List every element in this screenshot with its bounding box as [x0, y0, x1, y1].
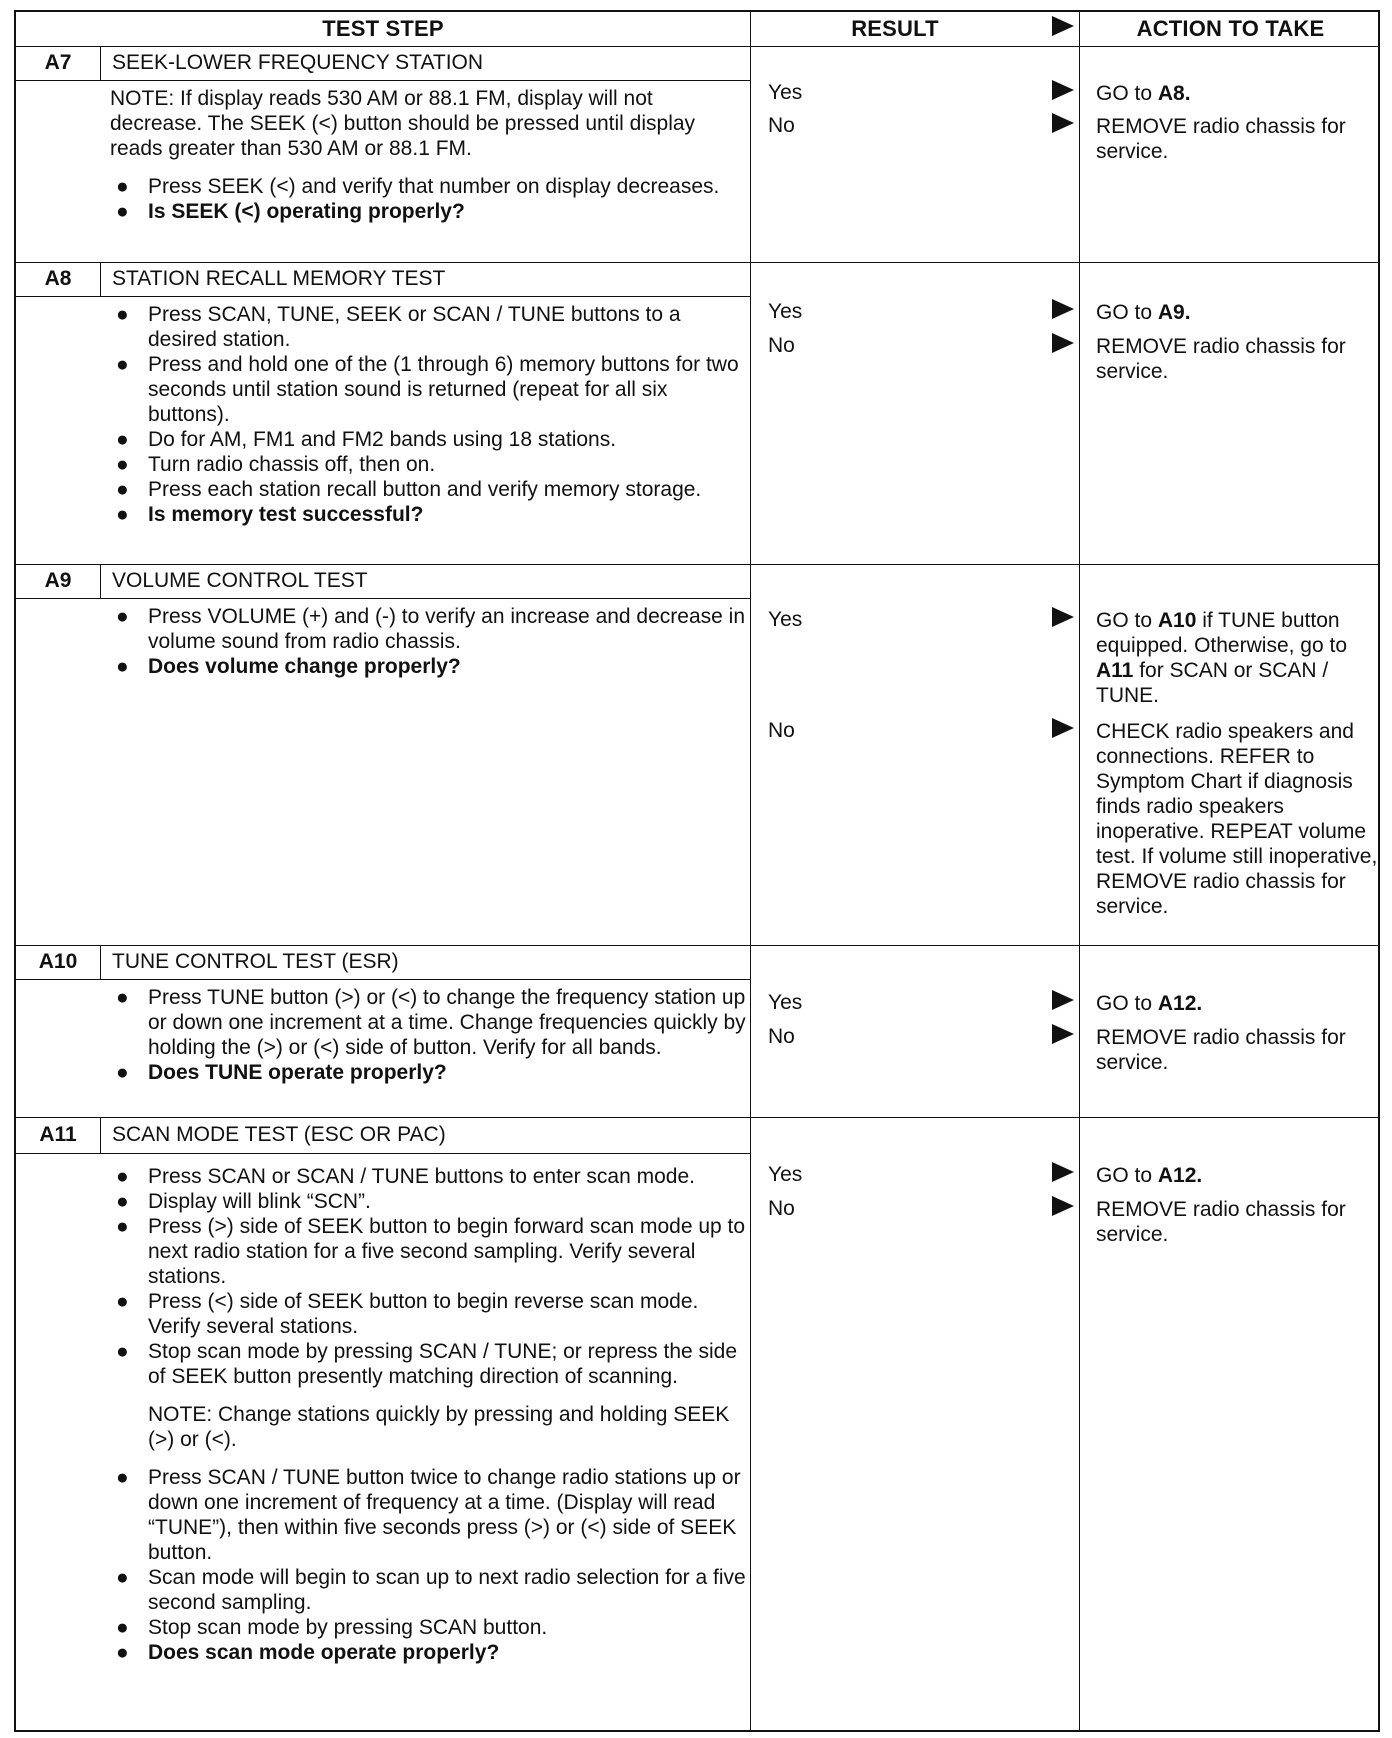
question: ● Does scan mode operate properly?	[116, 1641, 500, 1664]
result-no-a7: No	[768, 114, 795, 137]
result-yes-a8: Yes	[768, 300, 803, 323]
step-title-a7: SEEK-LOWER FREQUENCY STATION	[112, 51, 484, 74]
bullet-item: ● Press TUNE button (>) or (<) to change the frequency station up or down one increment at a time. Change frequencies quickly by holding the (>) or (<) side of button. Verify for all bands.	[116, 986, 746, 1059]
column-divider-result	[750, 12, 751, 1730]
bullet-item: ● Press (<) side of SEEK button to begin reverse scan mode. Verify several stations.	[116, 1290, 699, 1338]
bullet-item: ● Press SCAN, TUNE, SEEK or SCAN / TUNE buttons to a desired station.	[116, 303, 681, 351]
arrow-icon	[1052, 718, 1074, 738]
step-id-a7: A7	[44, 51, 72, 74]
step-id-a11: A11	[39, 1123, 77, 1146]
step-body-a9	[110, 604, 750, 679]
result-no-a11: No	[768, 1197, 795, 1220]
action-yes-a10: GO to A12.	[1096, 992, 1203, 1015]
question: ● Is SEEK (<) operating properly?	[116, 200, 465, 223]
step-body-a7	[110, 86, 750, 224]
bullet-item: ● Press SCAN / TUNE button twice to change radio stations up or down one increment of frequency at a time. (Display will read “TUNE”), then within five seconds press (>) or (<) side of SEEK button.	[116, 1466, 741, 1564]
action-yes-a9: GO to A10 if TUNE button equipped. Otherwise, go to A11 for SCAN or SCAN / TUNE.	[1096, 609, 1347, 707]
step-title-a11: SCAN MODE TEST (ESC OR PAC)	[112, 1123, 446, 1146]
bullet-item: ● Do for AM, FM1 and FM2 bands using 18 stations.	[116, 428, 617, 451]
result-yes-a7: Yes	[768, 81, 803, 104]
note: NOTE: If display reads 530 AM or 88.1 FM, display will not decrease. The SEEK (<) button should be pressed until display reads greater than 530 AM or 88.1 FM.	[110, 87, 696, 160]
arrow-icon	[1052, 990, 1074, 1010]
step-title-a10: TUNE CONTROL TEST (ESR)	[112, 950, 399, 973]
arrow-icon	[1052, 1024, 1074, 1044]
result-no-a10: No	[768, 1025, 795, 1048]
step-id-a10: A10	[38, 950, 78, 973]
question: ● Does TUNE operate properly?	[116, 1061, 447, 1084]
action-yes-a11: GO to A12.	[1096, 1164, 1203, 1187]
result-yes-a10: Yes	[768, 991, 803, 1014]
bullet-item: ● Press (>) side of SEEK button to begin forward scan mode up to next radio station for a five second sampling. Verify several stations.	[116, 1215, 746, 1288]
bullet-item: ● Turn radio chassis off, then on.	[116, 453, 436, 476]
column-divider-action	[1079, 12, 1080, 1730]
bullet-item: ● Stop scan mode by pressing SCAN / TUNE; or repress the side of SEEK button presently matching direction of scanning.	[116, 1340, 738, 1388]
header-arrow-icon	[1052, 16, 1074, 36]
action-no-a8: REMOVE radio chassis for service.	[1096, 335, 1346, 383]
bullet-item: ● Press and hold one of the (1 through 6) memory buttons for two seconds until station sound is returned (repeat for all six buttons).	[116, 353, 739, 426]
arrow-icon	[1052, 80, 1074, 100]
step-body-a8	[110, 302, 750, 527]
step-body-a10	[110, 985, 750, 1085]
action-no-a10: REMOVE radio chassis for service.	[1096, 1026, 1346, 1074]
step-title-a8: STATION RECALL MEMORY TEST	[112, 267, 446, 290]
arrow-icon	[1052, 299, 1074, 319]
bullet-icon: ●	[116, 200, 129, 223]
bullet-item: ● Stop scan mode by pressing SCAN button.	[116, 1616, 548, 1639]
step-id-a9: A9	[44, 569, 72, 592]
note: NOTE: Change stations quickly by pressing and holding SEEK (>) or (<).	[148, 1403, 730, 1451]
bullet-item: ● Display will blink “SCN”.	[116, 1190, 371, 1213]
arrow-icon	[1052, 1196, 1074, 1216]
arrow-icon	[1052, 113, 1074, 133]
result-no-a9: No	[768, 719, 795, 742]
header-test-step: TEST STEP	[322, 16, 444, 41]
action-no-a7: REMOVE radio chassis for service.	[1096, 115, 1346, 163]
header-action-to-take: ACTION TO TAKE	[1136, 16, 1325, 41]
step-id-a8: A8	[44, 267, 72, 290]
bullet-icon: ●	[116, 175, 129, 198]
result-no-a8: No	[768, 334, 795, 357]
action-yes-a7: GO to A8.	[1096, 82, 1191, 105]
arrow-icon	[1052, 607, 1074, 627]
bullet-item: ● Press SCAN or SCAN / TUNE buttons to enter scan mode.	[116, 1165, 695, 1188]
arrow-icon	[1052, 1162, 1074, 1182]
bullet-item: ● Scan mode will begin to scan up to next radio selection for a five second sampling.	[116, 1566, 746, 1614]
question: ● Does volume change properly?	[116, 655, 461, 678]
question: ● Is memory test successful?	[116, 503, 424, 526]
header-result: RESULT	[851, 16, 939, 41]
action-no-a9: CHECK radio speakers and connections. REFER to Symptom Chart if diagnosis finds radio speakers inoperative. REPEAT volume test. If volume still inoperative, REMOVE radio chassis for service.	[1096, 720, 1378, 918]
step-title-a9: VOLUME CONTROL TEST	[112, 569, 368, 592]
bullet-item: ● Press SEEK (<) and verify that number on display decreases.	[116, 175, 720, 198]
result-yes-a11: Yes	[768, 1163, 803, 1186]
step-body-a11	[110, 1164, 750, 1665]
arrow-icon	[1052, 333, 1074, 353]
result-yes-a9: Yes	[768, 608, 803, 631]
diagnostic-table	[14, 10, 1380, 1732]
bullet-item: ● Press each station recall button and verify memory storage.	[116, 478, 702, 501]
bullet-item: ● Press VOLUME (+) and (-) to verify an increase and decrease in volume sound from radio chassis.	[116, 605, 746, 653]
action-yes-a8: GO to A9.	[1096, 301, 1191, 324]
action-no-a11: REMOVE radio chassis for service.	[1096, 1198, 1346, 1246]
